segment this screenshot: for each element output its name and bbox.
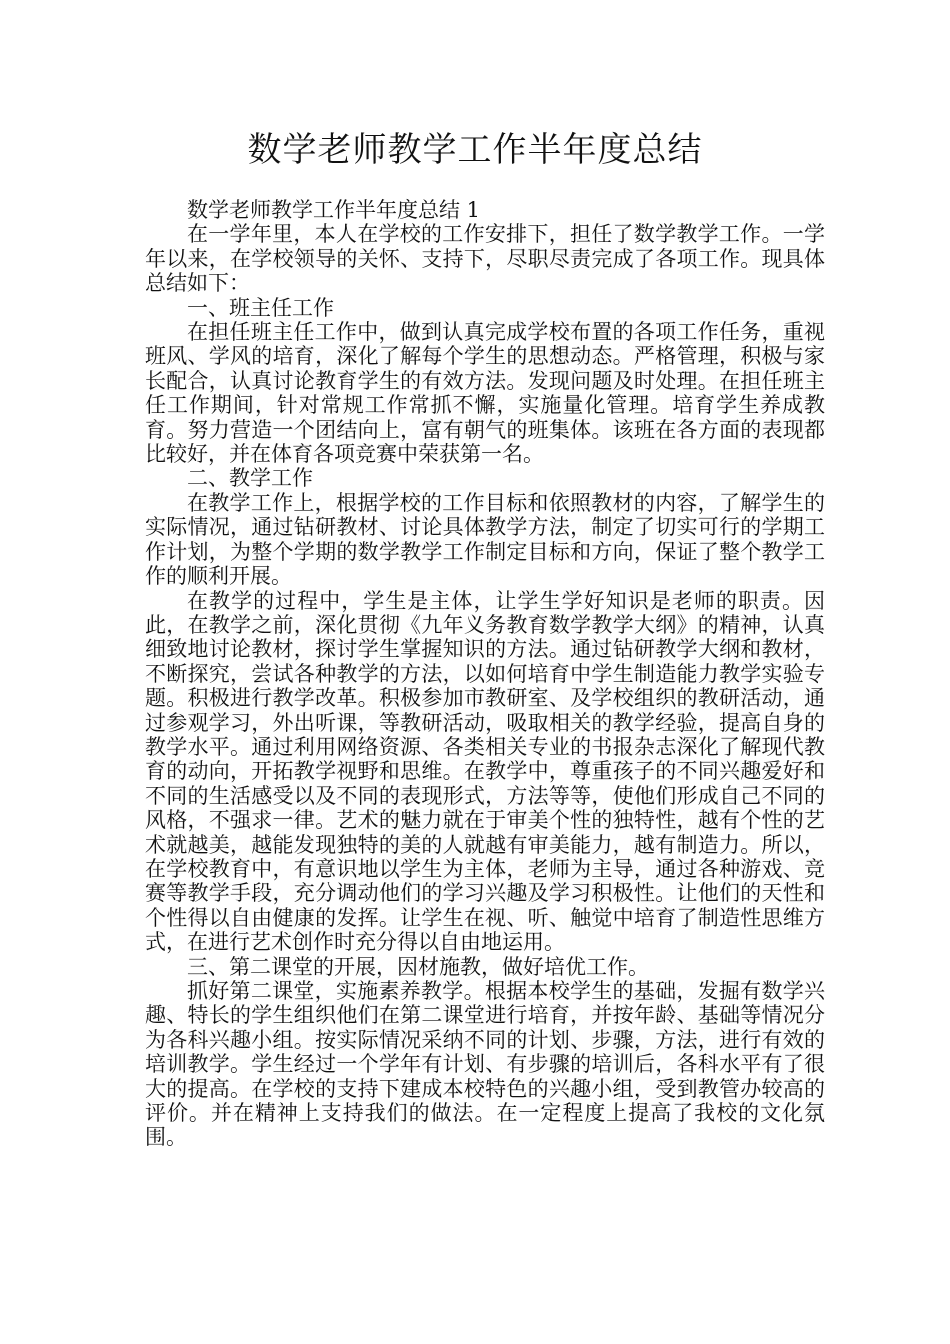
teaching-process-paragraph: 在教学的过程中，学生是主体，让学生学好知识是老师的职责。因此，在教学之前，深化贯彻《九年义务教育数学教学大纲》的精神，认真细致地讨论教材，探讨学生掌握知识的方法。通过钻研教学大纲和教材，不断探究，尝试各种教学的方法，以如何培育中学生制造能力教学实验专题。积极进行教学改革。积极参加市教研室、及学校组织的教研活动，通过参观学习，外出听课，等教研活动，吸取相关的教学经验，提高自身的教学水平。通过利用网络资源、各类相关专业的书报杂志深化了解现代教育的动向，开拓教学视野和思维。在教学中，尊重孩子的不同兴趣爱好和不同的生活感受以及不同的表现形式，方法等等，使他们形成自己不同的风格，不强求一律。艺术的魅力就在于审美个性的独特性，越有个性的艺术就越美，越能发现独特的美的人就越有审美能力，越有制造力。所以，在学校教育中，有意识地以学生为主体，老师为主导，通过各种游戏、竞赛等教学手段，充分调动他们的学习兴趣及学习积极性。让他们的天性和个性得以自由健康的发挥。让学生在视、听、触觉中培育了制造性思维方式，在进行艺术创作时充分得以自由地运用。: [145, 588, 825, 955]
head-teacher-paragraph: 在担任班主任工作中，做到认真完成学校布置的各项工作任务，重视班风、学风的培育，深化了解每个学生的思想动态。严格管理，积极与家长配合，认真讨论教育学生的有效方法。发现问题及时处理。在担任班主任工作期间，针对常规工作常抓不懈，实施量化管理。培育学生养成教育。努力营造一个团结向上，富有朝气的班集体。该班在各方面的表现都比较好，并在体育各项竞赛中荣获第一名。: [145, 320, 825, 467]
section-heading-head-teacher: 一、班主任工作: [187, 295, 334, 320]
section-heading-teaching: 二、教学工作: [187, 466, 313, 491]
document-title: 数学老师教学工作半年度总结: [247, 130, 703, 170]
document-body: [145, 198, 825, 1150]
second-classroom-paragraph: 抓好第二课堂，实施素养教学。根据本校学生的基础，发掘有数学兴趣、特长的学生组织他们在第二课堂进行培育，并按年龄、基础等情况分为各科兴趣小组。按实际情况采纳不同的计划、步骤，方法，进行有效的培训教学。学生经过一个学年有计划、有步骤的培训后，各科水平有了很大的提高。在学校的支持下建成本校特色的兴趣小组，受到教管办较高的评价。并在精神上支持我们的做法。在一定程度上提高了我校的文化氛围。: [145, 979, 825, 1150]
intro-paragraph: 在一学年里，本人在学校的工作安排下，担任了数学教学工作。一学年以来，在学校领导的关怀、支持下，尽职尽责完成了各项工作。现具体总结如下：: [145, 222, 825, 296]
teaching-paragraph: 在教学工作上，根据学校的工作目标和依照教材的内容，了解学生的实际情况，通过钻研教材、讨论具体教学方法，制定了切实可行的学期工作计划，为整个学期的数学教学工作制定目标和方向，保证了整个教学工作的顺利开展。: [145, 490, 825, 589]
section-heading-second-classroom: 三、第二课堂的开展，因材施教，做好培优工作。: [187, 954, 649, 979]
section-heading-summary-1: 数学老师教学工作半年度总结 1: [187, 198, 481, 222]
